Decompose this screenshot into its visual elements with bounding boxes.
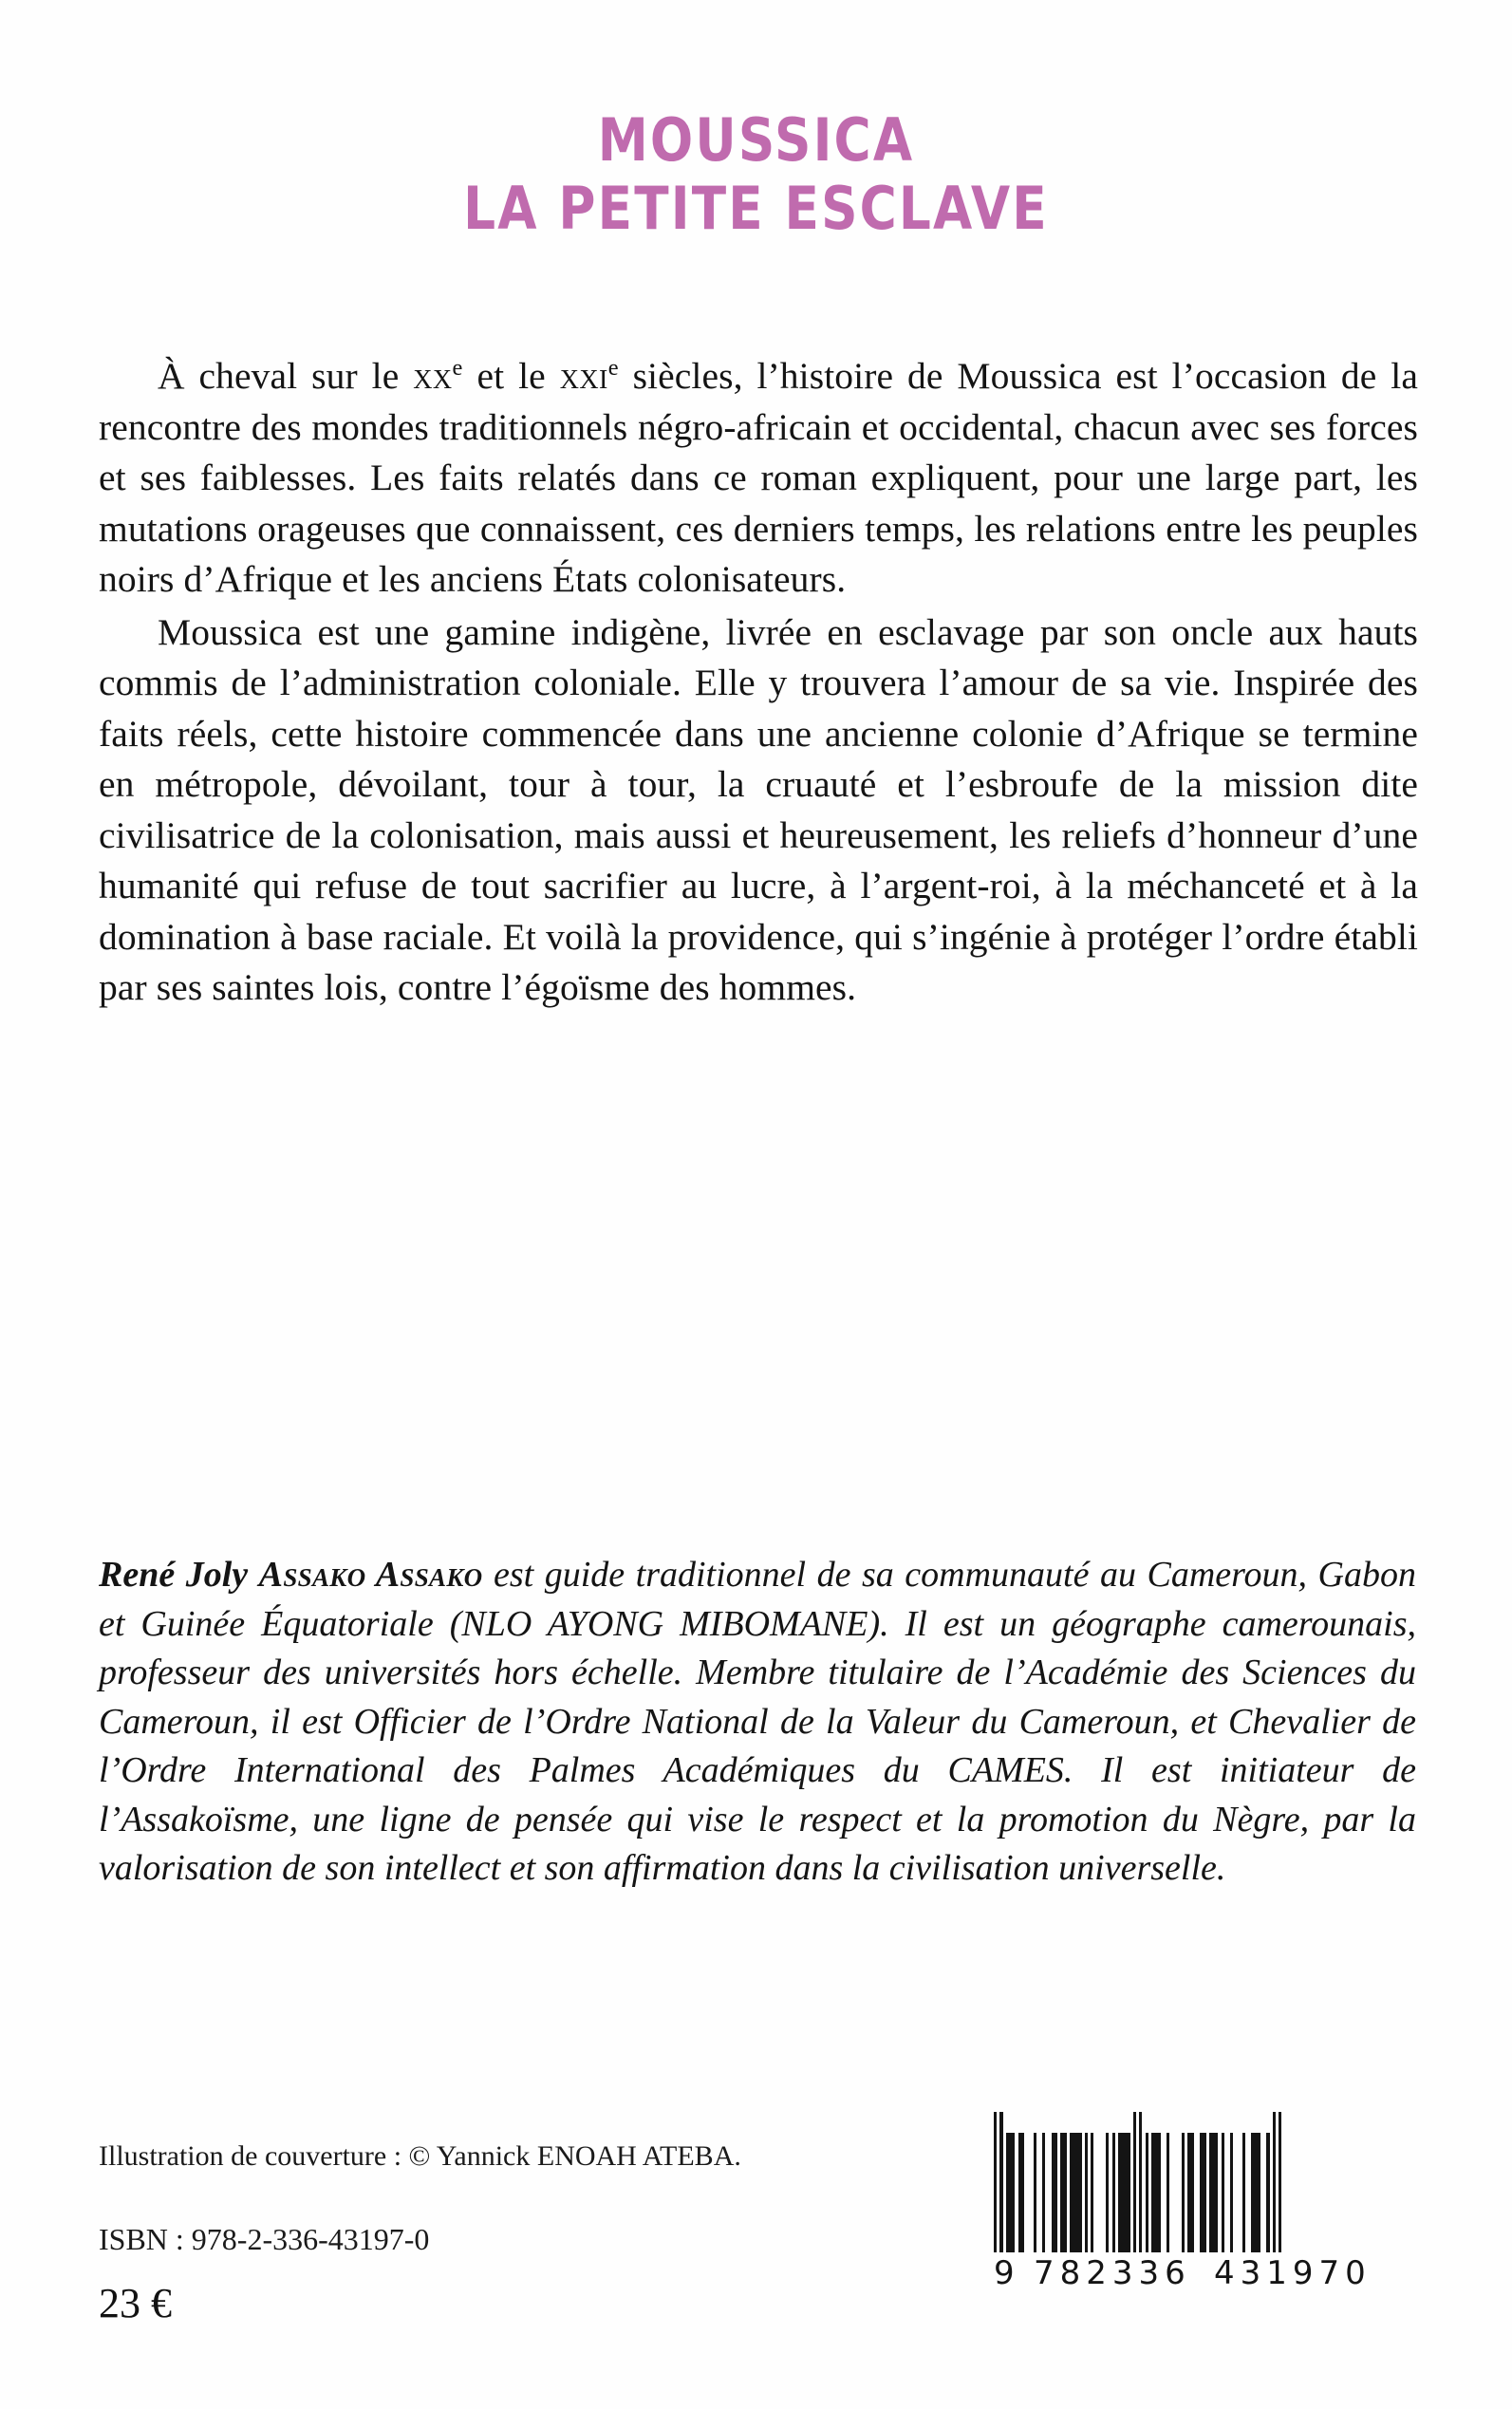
author-first-name: René Joly [99,1555,249,1595]
blurb-p1-part2: et le [462,355,560,397]
blurb-p1-part3: siècles, l’histoire de Moussica est l’occasion de la rencontre des mondes traditionnels négro-africain et occidental, chacun avec ses forces et ses faiblesses. Les faits relatés dans ce roman expliquent, pour une large part, les mutations orageuses que connaissent, ces derniers temps, les relations entre les peuples noirs d’Afrique et les anciens États colonisateurs. [99,355,1419,600]
barcode-bar [1209,2133,1219,2252]
century-21-superscript: e [607,354,619,381]
title-line-1: MOUSSICA [597,105,915,175]
author-name-space [248,1555,259,1595]
century-20-smallcaps: xx [413,355,453,397]
barcode-digits [994,2254,1372,2292]
barcode-bar [1118,2133,1130,2252]
bio-paragraph [99,1551,1416,1894]
title-line-2: LA PETITE ESCLAVE [463,174,1049,243]
back-cover-blurb [99,351,1418,1014]
century-20-superscript: e [452,354,463,381]
blurb-paragraph-1 [99,351,1418,606]
blurb-p1-part1: À cheval sur le [158,355,414,397]
barcode-space [1093,2133,1106,2252]
barcode-space [1233,2133,1242,2252]
book-title [0,106,1512,243]
footer-info [99,2139,953,2327]
barcode-bar [1006,2133,1016,2252]
barcode-digit-left: 9 [994,2254,1016,2292]
illustration-credit: Illustration de couverture : © Yannick ENOAH ATEBA. [99,2140,741,2172]
barcode-digits-right: 431970 [1214,2254,1372,2292]
barcode-bar [1151,2133,1161,2252]
bio-text: est guide traditionnel de sa communauté au Cameroun, Gabon et Guinée Équatoriale (NLO AYONG MIBOMANE). Il est un géographe camerounais, professeur des universités hors échelle. Membre titulaire de l’Académie des Sciences du Cameroun, il est Officier de l’Ordre National de la Valeur du Cameroun, et Chevalier de l’Ordre International des Palmes Académiques du CAMES. Il est initiateur de l’Assakoïsme, une ligne de pensée qui vise le respect et la promotion du Nègre, par la valorisation de son intellect et son affirmation dans la civilisation universelle. [99,1555,1416,1888]
barcode-digits-mid: 782336 [1034,2254,1191,2292]
barcode-space [1024,2133,1034,2252]
barcode-bar [1070,2133,1082,2252]
blurb-paragraph-2: Moussica est une gamine indigène, livrée en esclavage par son oncle aux hauts commis de l’administration coloniale. Elle y trouvera l’amour de sa vie. Inspirée des faits réels, cette histoire commencée dans une ancienne colonie d’Afrique se termine en métropole, dévoilant, tour à tour, la cruauté et l’esbroufe de la mission dite civilisatrice de la colonisation, mais aussi et heureusement, les reliefs d’honneur d’une humanité qui refuse de tout sacrifier au lucre, à l’argent-roi, à la méchanceté et à la domination à base raciale. Et voilà la providence, qui s’ingénie à protéger l’ordre établi par ses saintes lois, contre l’égoïsme des hommes. [99,610,1418,1008]
barcode-bar [1251,2133,1260,2252]
author-biography [99,1551,1416,1894]
barcode-bars [994,2112,1364,2252]
isbn-barcode [994,2112,1372,2292]
isbn-text: ISBN : 978-2-336-43197-0 [99,2222,430,2256]
barcode-space [1169,2133,1182,2252]
century-21-smallcaps: xxi [559,355,608,397]
barcode-bar [1279,2112,1281,2252]
author-last-name: Assako Assako [258,1555,483,1595]
price-text: 23 € [99,2280,172,2326]
